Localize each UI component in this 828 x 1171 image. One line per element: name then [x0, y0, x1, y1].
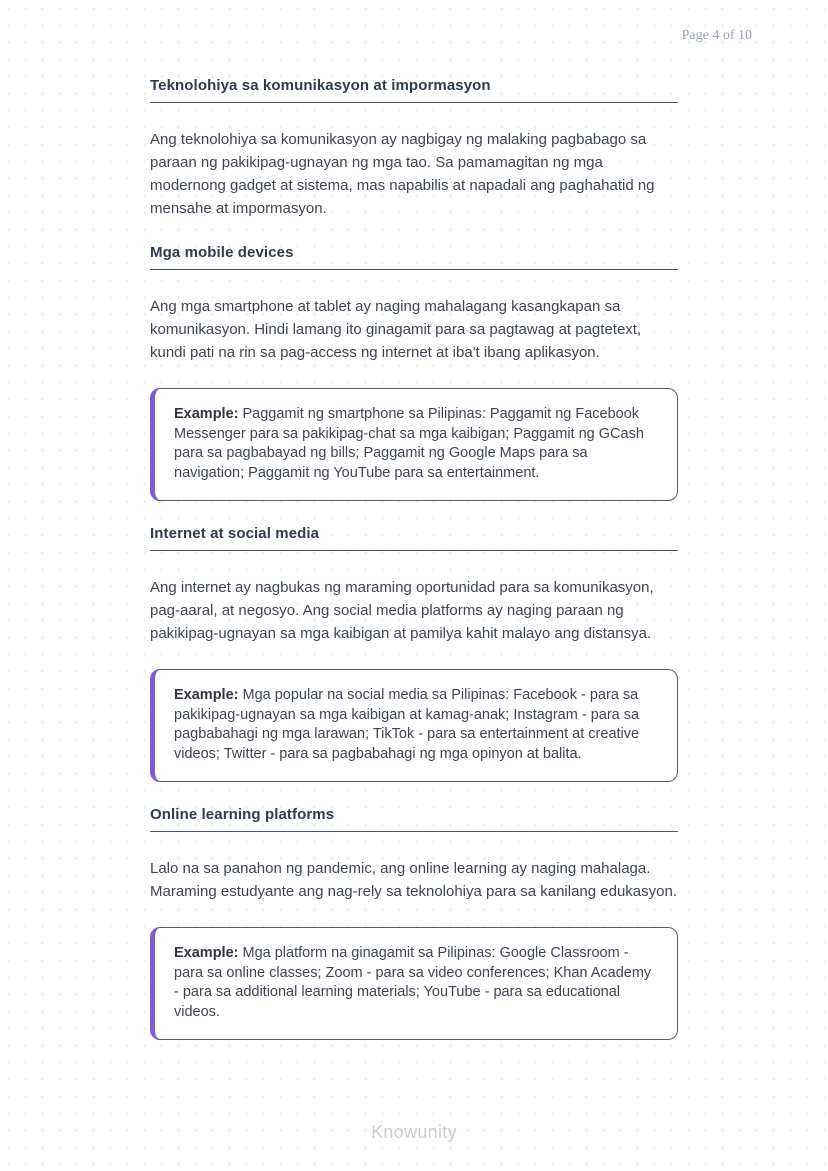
example-box — [150, 388, 678, 501]
example-label: Example: — [174, 687, 239, 703]
example-box — [150, 669, 678, 782]
example-text: Mga platform na ginagamit sa Pilipinas: Google Classroom - para sa online classes; Zoom - para sa video conferences; Khan Academy - para sa additional learning materials; YouTube - para sa educational videos. — [174, 945, 652, 1020]
knowunity-watermark: Knowunity — [371, 1122, 457, 1142]
section-heading-teknolohiya: Teknolohiya sa komunikasyon at impormasyon — [150, 77, 678, 103]
page-indicator: Page 4 of 10 — [681, 28, 752, 43]
example-box — [150, 927, 678, 1040]
section-paragraph: Ang teknolohiya sa komunikasyon ay nagbigay ng malaking pagbabago sa paraan ng pakikipag-ugnayan ng mga tao. Sa pamamagitan ng mga modernong gadget at sistema, mas napabilis at napadali ang paghahatid ng mensahe at impormasyon. — [150, 131, 655, 217]
document-content — [150, 77, 678, 1040]
example-text: Mga popular na social media sa Pilipinas: Facebook - para sa pakikipag-ugnayan sa mga kaibigan at kamag-anak; Instagram - para sa pagbabahagi ng mga larawan; TikTok - para sa entertainment at creative videos; Twitter - para sa pagbabahagi ng mga opinyon at balita. — [174, 687, 640, 762]
section-heading-internet-social-media: Internet at social media — [150, 525, 678, 551]
example-text: Paggamit ng smartphone sa Pilipinas: Paggamit ng Facebook Messenger para sa pakikipag-chat sa mga kaibigan; Paggamit ng GCash para sa pagbabayad ng bills; Paggamit ng Google Maps para sa navigation; Paggamit ng YouTube para sa entertainment. — [174, 406, 644, 481]
section-heading-mobile-devices: Mga mobile devices — [150, 244, 678, 270]
section-heading-online-learning: Online learning platforms — [150, 806, 678, 832]
example-label: Example: — [174, 945, 239, 961]
section-paragraph: Ang internet ay nagbukas ng maraming oportunidad para sa komunikasyon, pag-aaral, at negosyo. Ang social media platforms ay naging paraan ng pakikipag-ugnayan sa mga kaibigan at pamilya kahit malayo ang distansya. — [150, 579, 654, 642]
example-label: Example: — [174, 406, 239, 422]
section-paragraph: Ang mga smartphone at tablet ay naging mahalagang kasangkapan sa komunikasyon. Hindi lamang ito ginagamit para sa pagtawag at pagtetext, kundi pati na rin sa pag-access ng internet at iba't ibang aplikasyon. — [150, 298, 642, 361]
section-paragraph: Lalo na sa panahon ng pandemic, ang online learning ay naging mahalaga. Maraming estudyante ang nag-rely sa teknolohiya para sa kanilang edukasyon. — [150, 860, 677, 900]
